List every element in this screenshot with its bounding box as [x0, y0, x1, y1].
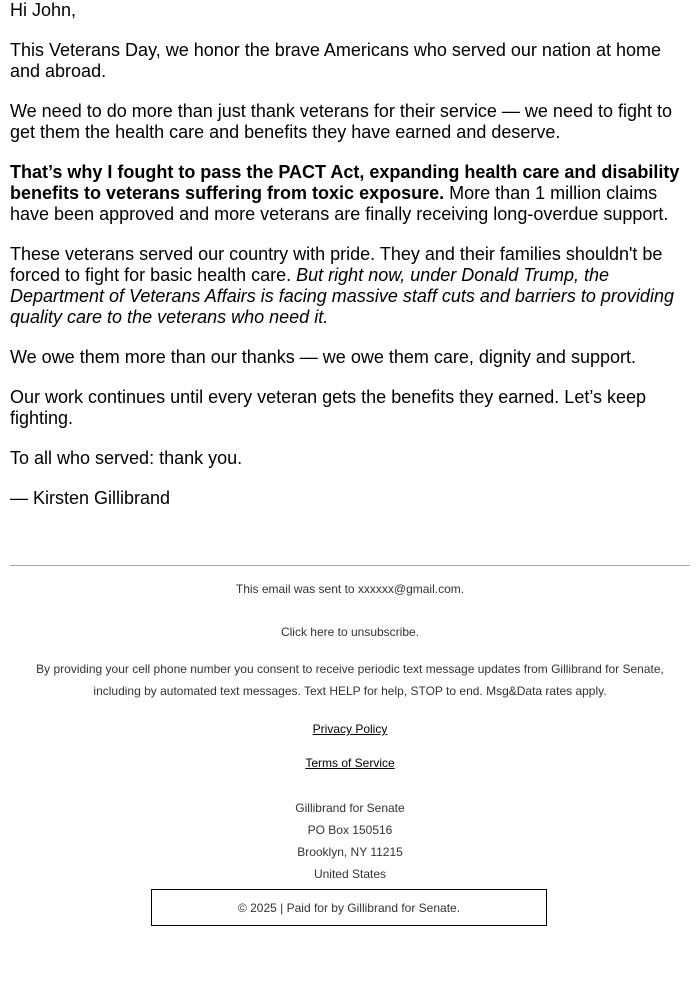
unsubscribe-link[interactable]: Click here to unsubscribe. [280, 625, 420, 639]
address-po-box: PO Box 150516 [307, 823, 393, 837]
sent-to-notice [10, 578, 690, 600]
footer-divider [10, 565, 690, 566]
va-cuts-italic-text: But right now, under Donald Trump, the Department of Veterans Affairs is facing massive staff cuts and barriers to providing quality care to the veterans who need it. [10, 265, 674, 327]
privacy-policy-link[interactable]: Privacy Policy [312, 722, 388, 736]
paragraph-veterans-day: This Veterans Day, we honor the brave Americans who served our nation at home and abroad. [10, 40, 662, 81]
address-country: United States [313, 867, 387, 881]
sent-to-suffix: . [460, 582, 465, 596]
paragraph-fight-for-care: We need to do more than just thank veterans for their service — we need to fight to get them the health care and benefits they have earned and deserve. [10, 101, 673, 142]
recipient-email-link[interactable]: xxxxxx@gmail.com [357, 582, 461, 596]
email-body [10, 0, 692, 528]
sms-consent-text: By providing your cell phone number you consent to receive periodic text message updates from Gillibrand for Senate, including by automated text messages. Text HELP for help, STOP to end. Msg&Data rates apply. [36, 662, 664, 698]
address-city: Brooklyn, NY 11215 [297, 845, 403, 859]
pact-act-claims-text: More than 1 million claims have been approved and more veterans are finally receiving long-overdue support. [10, 183, 669, 224]
paragraph-va-cuts [10, 244, 692, 328]
address-org: Gillibrand for Senate [295, 801, 405, 815]
pact-act-bold-text: That’s why I fought to pass the PACT Act, expanding health care and disability benefits to veterans suffering from toxic exposure. [10, 162, 680, 203]
paragraph-owe-them: We owe them more than our thanks — we owe them care, dignity and support. [10, 347, 636, 367]
email-footer [10, 578, 690, 885]
paragraph-work-continues: Our work continues until every veteran gets the benefits they earned. Let’s keep fighting. [10, 387, 647, 428]
copyright-box: © 2025 | Paid for by Gillibrand for Senate. [151, 889, 547, 926]
signature: — Kirsten Gillibrand [10, 488, 171, 508]
terms-of-service-link[interactable]: Terms of Service [305, 756, 395, 770]
va-cuts-plain-text: These veterans served our country with pride. They and their families shouldn't be forced to fight for basic health care. [10, 244, 663, 285]
paragraph-thank-you: To all who served: thank you. [10, 448, 243, 468]
greeting: Hi John, [10, 0, 77, 20]
paragraph-pact-act [10, 162, 692, 225]
sent-to-prefix: This email was sent to [235, 582, 358, 596]
